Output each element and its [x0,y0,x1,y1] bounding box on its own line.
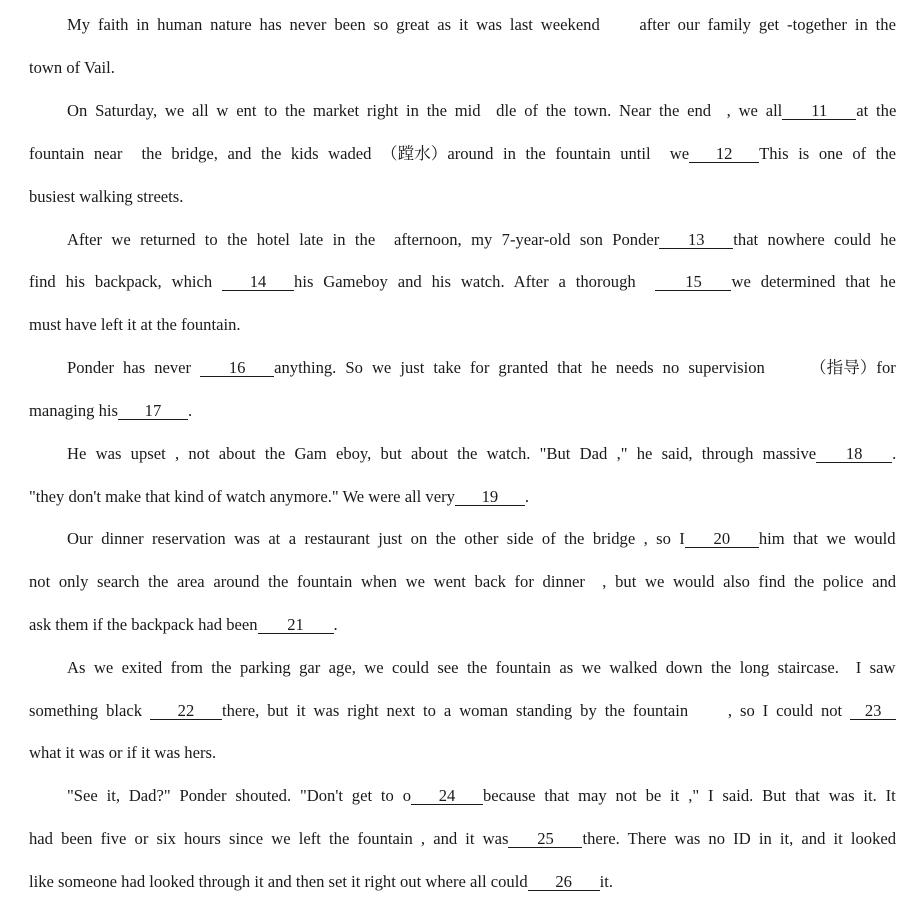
passage-line [29,487,529,507]
passage-line [29,144,896,164]
text-run: there. There was no ID in it, and it looked [582,829,897,848]
text-run: what it was or if it was hers. [29,743,217,762]
passage-line [29,615,338,635]
passage-line [29,829,896,849]
text-run: it. [599,872,613,891]
blank-19[interactable]: 19 [455,488,525,506]
passage-line [67,101,896,121]
blank-24[interactable]: 24 [411,787,483,805]
text-run: had been five or six hours since we left the fountain , and it was [29,829,509,848]
text-run: busiest walking streets. [29,187,184,206]
text-run: at the [856,101,897,120]
text-run: My faith in human nature has never been so great as it was last weekend after our family get -together in the [67,15,896,34]
passage-line [29,401,192,421]
blank-15[interactable]: 15 [655,273,731,291]
text-run: As we exited from the parking gar age, we could see the fountain as we walked down the long staircase. I saw [67,658,896,677]
blank-21[interactable]: 21 [258,616,334,634]
passage-line [29,572,896,592]
text-run: something black [29,701,150,720]
passage-line [67,658,896,678]
text-run: . [333,615,338,634]
text-run: After we returned to the hotel late in the afternoon, my 7-year-old son Ponder [67,230,660,249]
text-run: This is one of the [759,144,897,163]
blank-23[interactable]: 23 [850,702,896,720]
text-run: like someone had looked through it and then set it right out where all could [29,872,528,891]
blank-13[interactable]: 13 [659,231,733,249]
passage-line [29,187,183,207]
blank-26[interactable]: 26 [528,873,600,891]
passage-line [67,15,896,35]
text-run: we determined that he [731,272,896,291]
text-run: not only search the area around the fountain when we went back for dinner , but we would also find the police and [29,572,897,591]
blank-20[interactable]: 20 [685,530,759,548]
text-run: Our dinner reservation was at a restaurant just on the other side of the bridge , so I [67,529,685,548]
passage-line [67,444,896,464]
text-run: find his backpack, which [29,272,223,291]
blank-16[interactable]: 16 [200,359,274,377]
text-run: . [187,401,193,420]
passage-line [29,315,241,335]
text-run: managing his [29,401,118,420]
passage-line [67,529,896,549]
passage-line [67,230,896,250]
blank-12[interactable]: 12 [689,145,759,163]
passage-line [29,58,115,78]
blank-14[interactable]: 14 [222,273,294,291]
text-run: there, but it was right next to a woman standing by the fountain , so I could not [221,701,851,720]
blank-22[interactable]: 22 [150,702,222,720]
passage-line [29,743,216,763]
text-run: his Gameboy and his watch. After a thorough [294,272,656,291]
text-run: On Saturday, we all w ent to the market right in the mid dle of the town. Near the end , we all [67,101,783,120]
text-run: . [524,487,530,506]
text-run: "See it, Dad?" Ponder shouted. "Don't get to o [67,786,411,805]
text-run: that nowhere could he [733,230,896,249]
text-run: . [892,444,897,463]
passage-line [67,358,896,378]
text-run: He was upset , not about the Gam eboy, but about the watch. "But Dad ," he said, through massive [67,444,817,463]
text-run: ask them if the backpack had been [29,615,258,634]
passage-line [29,701,896,721]
text-run: fountain near the bridge, and the kids waded （蹚水）around in the fountain until we [29,144,690,163]
text-run: Ponder has never [67,358,201,377]
text-run: anything. So we just take for granted that he needs no supervision （指导）for [274,358,896,377]
blank-25[interactable]: 25 [508,830,582,848]
blank-11[interactable]: 11 [782,102,856,120]
blank-18[interactable]: 18 [816,445,892,463]
text-run: must have left it at the fountain. [29,315,241,334]
text-run: because that may not be it ," I said. But that was it. It [483,786,896,805]
text-run: town of Vail. [29,58,115,77]
text-run: him that we would [758,529,896,548]
text-run: "they don't make that kind of watch anymore." We were all very [29,487,455,506]
passage-line [29,872,613,892]
blank-17[interactable]: 17 [118,402,188,420]
passage-line [29,272,896,292]
passage-line [67,786,896,806]
